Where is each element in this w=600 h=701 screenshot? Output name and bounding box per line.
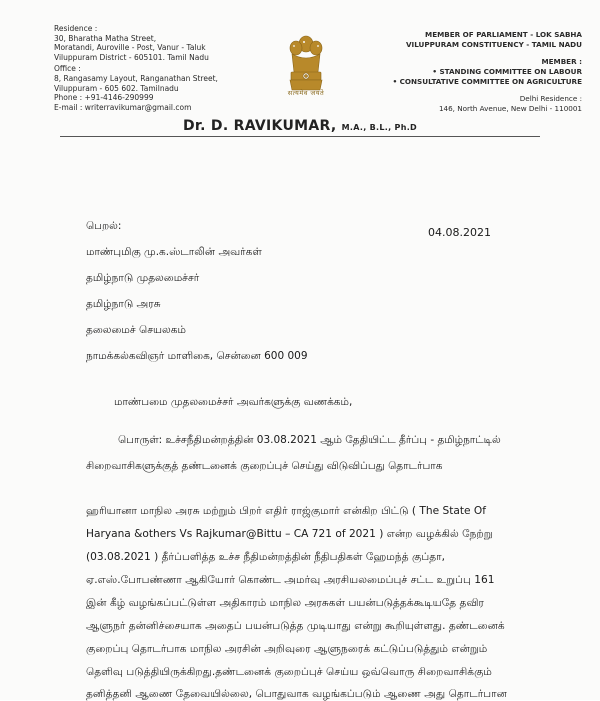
recipient-line: தமிழ்நாடு முதலமைச்சர்	[86, 272, 200, 284]
office-line: Viluppuram - 605 602. Tamilnadu	[54, 83, 179, 93]
header-divider	[60, 136, 540, 137]
mp-title: MEMBER OF PARLIAMENT - LOK SABHA	[425, 30, 582, 39]
body-line: ஹரியானா மாநில அரசு மற்றும் பிறர் எதிர் ராஜ்குமார் என்கிற பிட்டு ( The State Of	[86, 505, 486, 517]
phone-text: Phone : +91-4146-290999	[54, 93, 154, 103]
sender-name-text: Dr. D. RAVIKUMAR,	[183, 118, 337, 134]
email-text: E-mail : writerravikumar@gmail.com	[54, 102, 192, 112]
body-line: குறைப்பு தொடர்பாக மாநில அரசின் அறிவுரை ஆளுநரைக் கட்டுப்படுத்தும் என்றும்	[86, 643, 488, 655]
recipient-line: தமிழ்நாடு அரசு	[86, 298, 161, 310]
subject-line: பொருள்: உச்சநீதிமன்றத்தின் 03.08.2021 ஆம் தேதியிட்ட தீர்ப்பு - தமிழ்நாட்டில்	[118, 434, 501, 446]
subject-line: சிறைவாசிகளுக்குத் தண்டனைக் குறைப்புச் செய்து விடுவிப்பது தொடர்பாக	[86, 460, 443, 472]
residence-line: 30, Bharatha Matha Street,	[54, 33, 157, 43]
delhi-label: Delhi Residence :	[519, 94, 582, 103]
recipient-line: மாண்புமிகு மு.க.ஸ்டாலின் அவர்கள்	[86, 246, 262, 258]
body-line: ஆளுநர் தன்னிச்சையாக அதைப் பயன்படுத்த முடியாது என்று கூறியுள்ளது. தண்டனைக்	[86, 620, 505, 632]
recipient-line: தலைமைச் செயலகம்	[86, 324, 186, 336]
body-line: (03.08.2021 ) தீர்ப்பளித்த உச்ச நீதிமன்றத்தின் நீதிபதிகள் ஹேமந்த் குப்தா,	[86, 551, 446, 563]
office-line: 8, Rangasamy Layout, Ranganathan Street,	[54, 73, 218, 83]
residence-line: Viluppuram District - 605101. Tamil Nadu	[54, 52, 209, 62]
committee-2: • CONSULTATIVE COMMITTEE ON AGRICULTURE	[392, 77, 582, 86]
body-line: ஏ.எஸ்.போபண்ணா ஆகியோர் கொண்ட அமர்வு அரசியலமைப்புச் சட்ட உறுப்பு 161	[86, 574, 495, 586]
letterhead-left	[54, 24, 254, 114]
recipient-label: பெறல்:	[86, 220, 122, 232]
residence-line: Moratandi, Auroville - Post, Vanur - Taluk	[54, 43, 206, 53]
member-label: MEMBER :	[541, 57, 582, 66]
letter-date: 04.08.2021	[428, 226, 491, 239]
committee-1: • STANDING COMMITTEE ON LABOUR	[432, 67, 582, 76]
body-line: Haryana &others Vs Rajkumar@Bittu – CA 721 of 2021 ) என்ற வழக்கில் நேற்று	[86, 528, 493, 540]
constituency: VILUPPURAM CONSTITUENCY - TAMIL NADU	[405, 40, 582, 49]
recipient-line: நாமக்கல்கவிஞர் மாளிகை, சென்னை 600 009	[86, 350, 308, 362]
body-line: தெளிவு படுத்தியிருக்கிறது.தண்டனைக் குறைப்புச் செய்ய ஒவ்வொரு சிறைவாசிக்கும்	[86, 666, 492, 678]
salutation: மாண்பமை முதலமைச்சர் அவர்களுக்கு வணக்கம்,	[114, 396, 353, 408]
body-line: இன் கீழ் வழங்கப்பட்டுள்ள அதிகாரம் மாநில அரசுகள் பயன்படுத்தக்கூடியதே தவிர	[86, 597, 484, 609]
emblem-caption: सत्यमेव जयते	[287, 89, 325, 97]
body-line: தனித்தனி ஆணை தேவையில்லை, பொதுவாக வழங்கப்படும் ஆணை அது தொடர்பான	[86, 688, 507, 700]
national-emblem-icon	[282, 22, 330, 112]
residence-label: Residence :	[54, 24, 98, 33]
office-label: Office :	[54, 64, 81, 74]
sender-name	[0, 118, 600, 134]
letterhead-right	[372, 30, 582, 114]
delhi-address: 146, North Avenue, New Delhi - 110001	[438, 104, 582, 113]
sender-degrees: M.A., B.L., Ph.D	[341, 123, 417, 132]
